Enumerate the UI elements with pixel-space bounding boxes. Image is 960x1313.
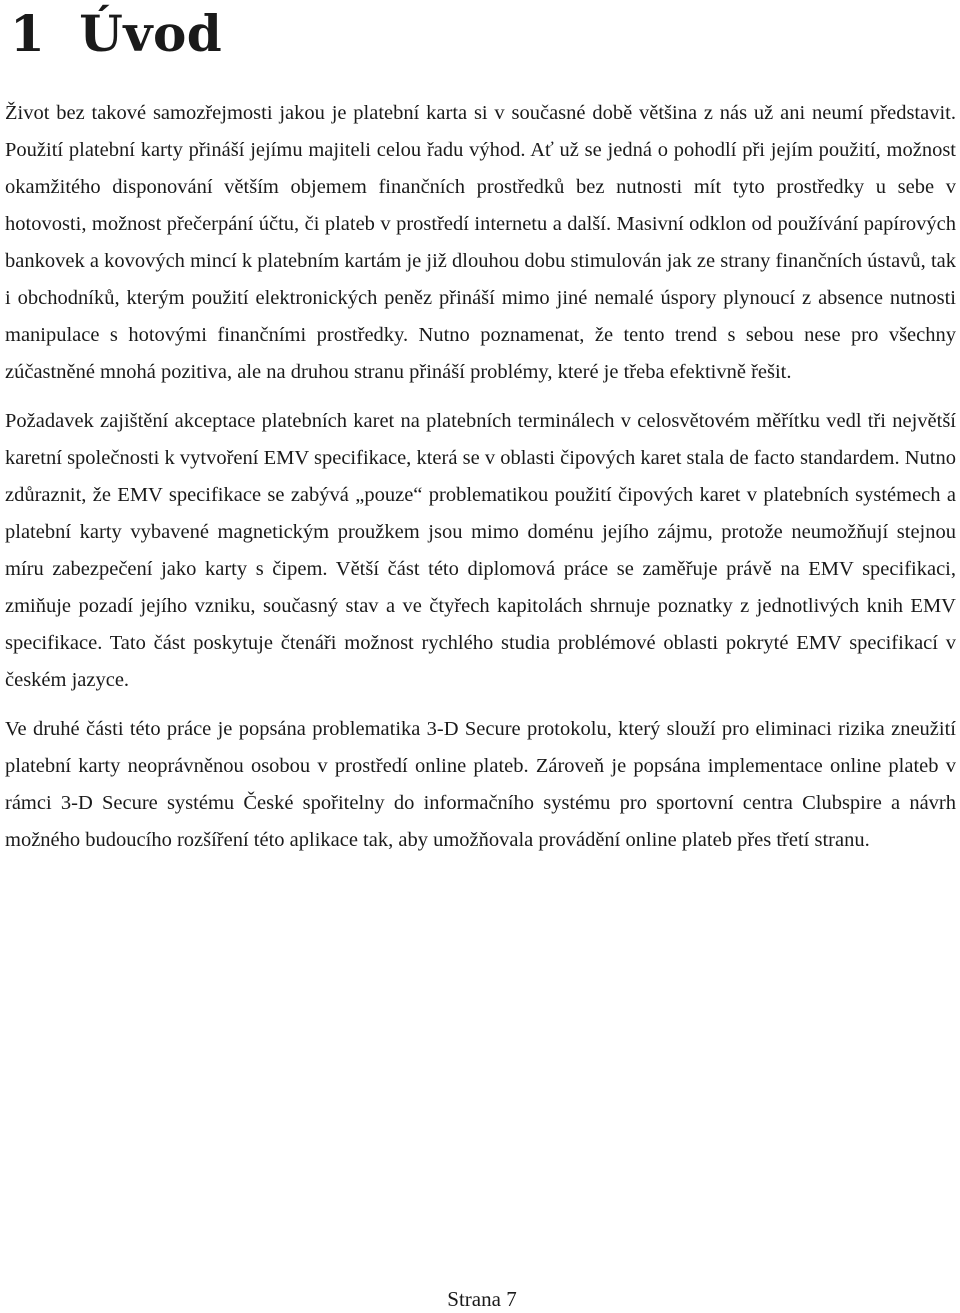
body-text	[5, 95, 956, 871]
chapter-number: 1	[10, 4, 46, 63]
paragraph-1: Život bez takové samozřejmosti jakou je platební karta si v současné době většina z nás už ani neumí představit. Použití platební karty přináší jejímu majiteli celou řadu výhod. Ať už se jedná o pohodlí při jejím použití, možnost okamžitého disponování větším objemem finančních prostředků bez nutnosti mít tyto prostředky u sebe v hotovosti, možnost přečerpání účtu, či plateb v prostředí internetu a další. Masivní odklon od používání papírových bankovek a kovových mincí k platebním kartám je již dlouhou dobu stimulován jak ze strany finančních ústavů, tak i obchodníků, kterým použití elektronických peněz přináší mimo jiné nemalé úspory plynoucí z absence nutnosti manipulace s hotovými finančními prostředky. Nutno poznamenat, že tento trend s sebou nese pro všechny zúčastněné mnohá pozitiva, ale na druhou stranu přináší problémy, které je třeba efektivně řešit.	[5, 102, 956, 383]
chapter-heading	[10, 2, 222, 66]
paragraph-3: Ve druhé části této práce je popsána problematika 3-D Secure protokolu, který slouží pro eliminaci rizika zneužití platební karty neoprávněnou osobou v prostředí online plateb. Zároveň je popsána implementace online plateb v rámci 3-D Secure systému České spořitelny do informačního systému pro sportovní centra Clubspire a návrh možného budoucího rozšíření této aplikace tak, aby umožňovala provádění online plateb přes třetí stranu.	[5, 718, 956, 851]
page-number: Strana 7	[447, 1287, 517, 1311]
paragraph-2: Požadavek zajištění akceptace platebních karet na platebních terminálech v celosvětovém měřítku vedl tři největší karetní společnosti k vytvoření EMV specifikace, která se v oblasti čipových karet stala de facto standardem. Nutno zdůraznit, že EMV specifikace se zabývá „pouze“ problematikou použití čipových karet v platebních systémech a platební karty vybavené magnetickým proužkem jsou mimo doménu jejího zájmu, protože neumožňují stejnou míru zabezpečení jako karty s čipem. Větší část této diplomová práce se zaměřuje právě na EMV specifikaci, zmiňuje pozadí jejího vzniku, současný stav a ve čtyřech kapitolách shrnuje poznatky z jednotlivých knih EMV specifikace. Tato část poskytuje čtenáři možnost rychlého studia problémové oblasti pokryté EMV specifikací v českém jazyce.	[5, 410, 956, 691]
chapter-title: Úvod	[79, 4, 223, 63]
